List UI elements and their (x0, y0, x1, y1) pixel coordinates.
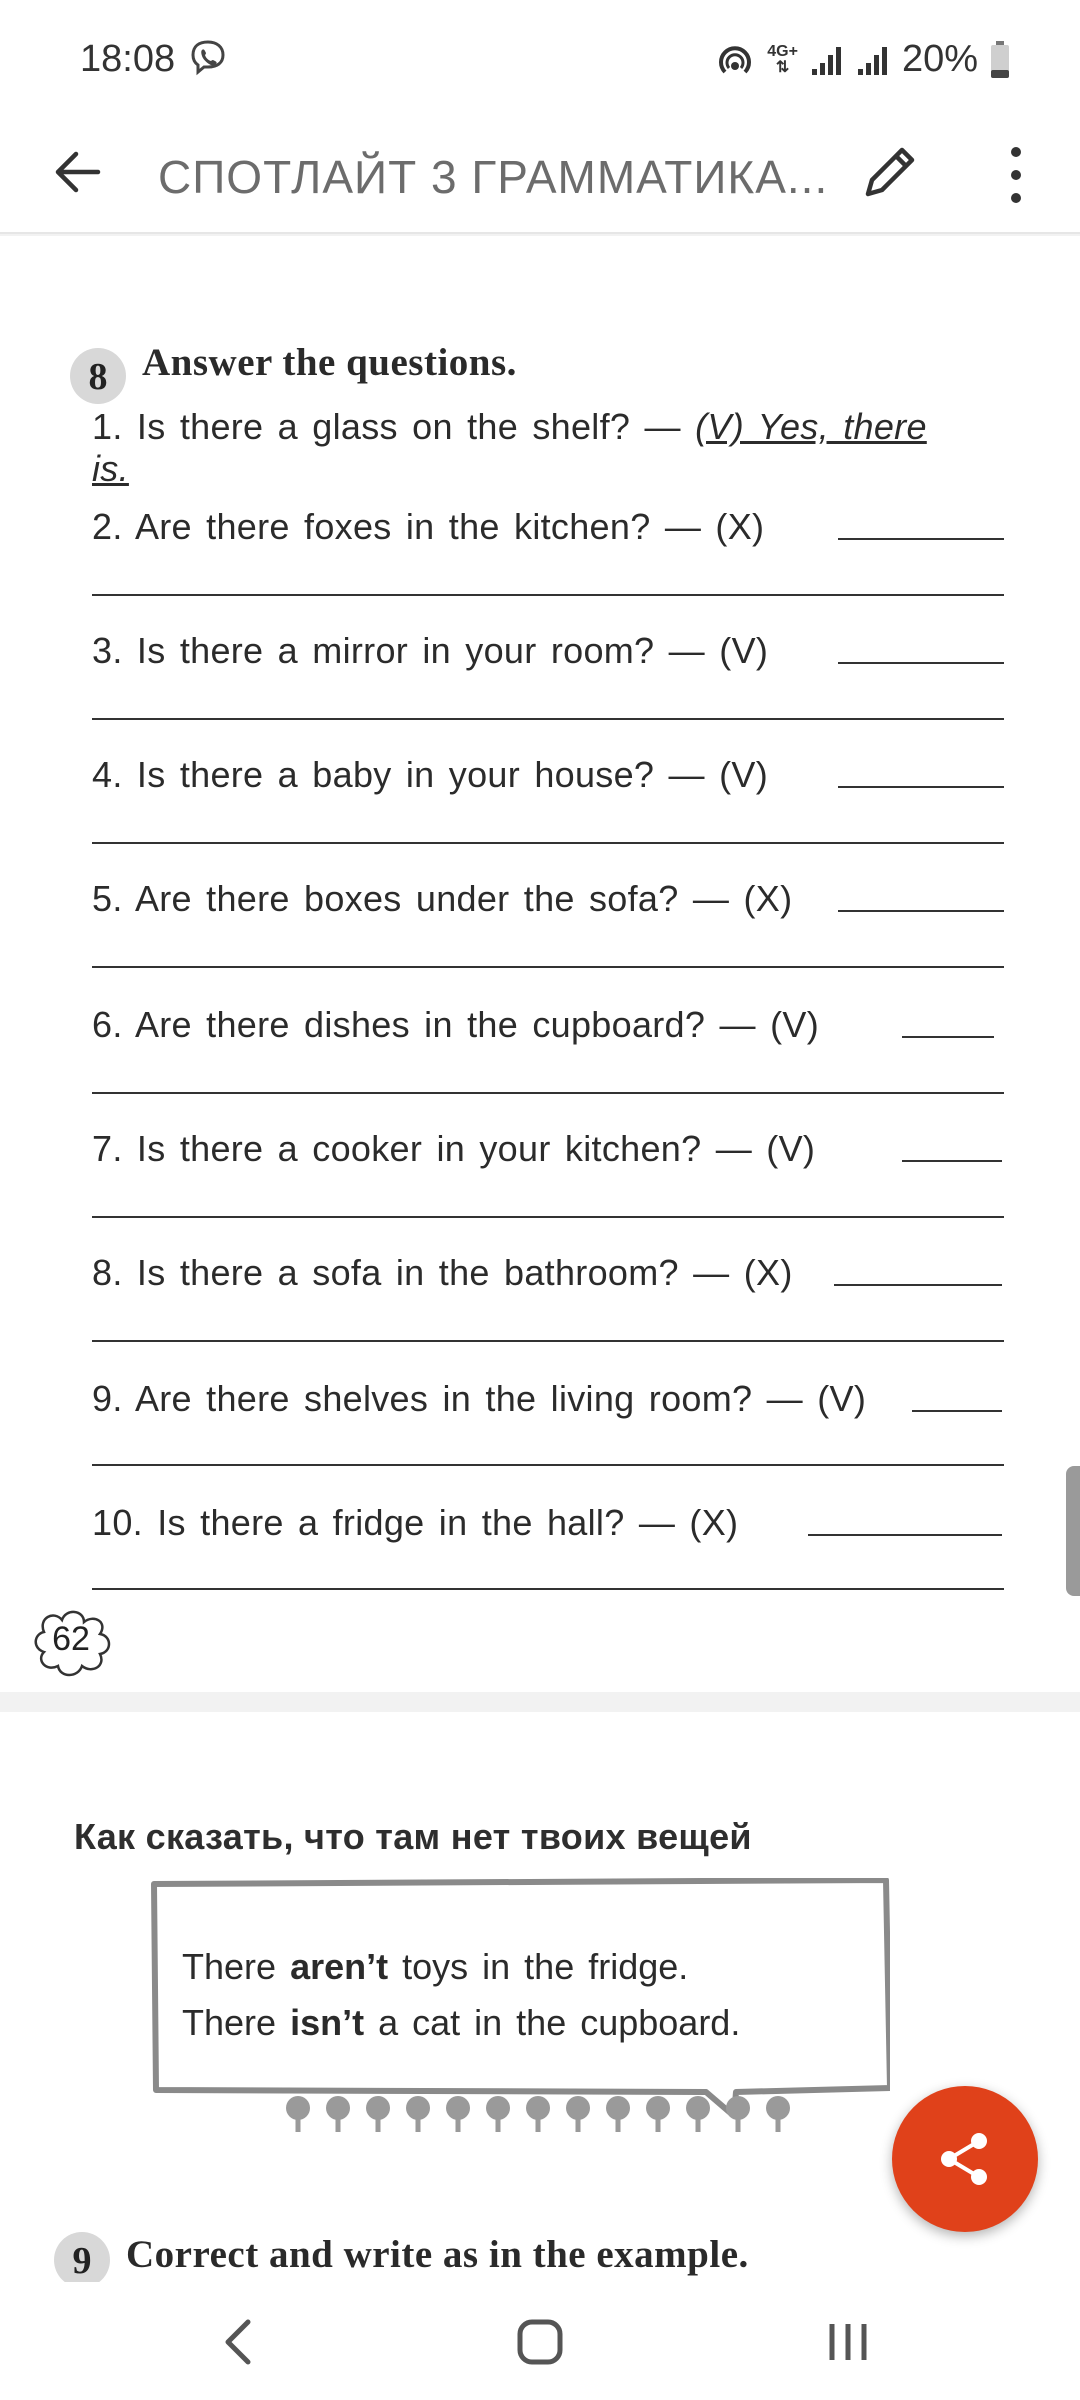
rule-sentence-1 (182, 1946, 688, 1988)
question-3: 3. Is there a mirror in your room? — (V) (92, 630, 769, 671)
exercise-9-title: Correct and write as in the example. (126, 2233, 749, 2276)
signal-icon-2 (856, 43, 890, 77)
answer-line[interactable] (92, 1588, 1004, 1590)
rule-2-bold: isn’t (290, 2002, 365, 2043)
answer-line[interactable] (912, 1410, 1002, 1412)
system-nav-bar (0, 2282, 1080, 2400)
more-options-icon[interactable] (1004, 142, 1028, 208)
battery-icon (990, 41, 1010, 79)
rule-2-part-a: There (182, 2002, 277, 2043)
page-number: 62 (52, 1620, 90, 1658)
question-8: 8. Is there a sofa in the bathroom? — (X) (92, 1252, 793, 1293)
document-page-62 (0, 236, 1080, 1692)
question-5: 5. Are there boxes under the sofa? — (X) (92, 878, 793, 919)
answer-line[interactable] (92, 1092, 1004, 1094)
answer-line[interactable] (92, 1464, 1004, 1466)
answer-line[interactable] (838, 662, 1004, 664)
question-9: 9. Are there shelves in the living room? — (V) (92, 1378, 867, 1419)
answer-line[interactable] (92, 594, 1004, 596)
exercise-number: 8 (70, 348, 126, 404)
exercise-9-number: 9 (54, 2232, 110, 2288)
nav-back-icon[interactable] (210, 2312, 270, 2372)
question-6: 6. Are there dishes in the cupboard? — (V) (92, 1004, 819, 1045)
hotspot-icon (715, 40, 755, 80)
share-button[interactable] (892, 2086, 1038, 2232)
question-1-answer: (V) Yes, there (695, 406, 927, 447)
section-heading: Как сказать, что там нет твоих вещей (74, 1816, 752, 1857)
question-7: 7. Is there a cooker in your kitchen? — (V) (92, 1128, 816, 1169)
network-type-icon: 4G+ ⇅ (767, 42, 798, 76)
status-bar (0, 0, 1080, 120)
answer-line[interactable] (838, 786, 1004, 788)
scroll-handle[interactable] (1066, 1466, 1080, 1596)
answer-line[interactable] (92, 718, 1004, 720)
answer-line[interactable] (902, 1160, 1002, 1162)
nav-recents-icon[interactable] (818, 2312, 878, 2372)
answer-line[interactable] (838, 538, 1004, 540)
status-time: 18:08 (80, 38, 176, 80)
question-1-answer-cont: is. (92, 448, 129, 489)
rule-1-bold: aren’t (290, 1946, 389, 1987)
answer-line[interactable] (834, 1284, 1002, 1286)
question-1-text: 1. Is there a glass on the shelf? — (92, 406, 681, 447)
rule-box-frame (150, 1878, 890, 2116)
network-type-label: 4G+ (767, 42, 798, 60)
answer-line[interactable] (92, 1340, 1004, 1342)
rule-1-part-a: There (182, 1946, 277, 1987)
question-1 (92, 406, 927, 448)
answer-line[interactable] (838, 910, 1004, 912)
rule-1-part-c: toys in the fridge. (402, 1946, 689, 1987)
edit-pencil-icon[interactable] (858, 138, 924, 204)
answer-line[interactable] (902, 1036, 994, 1038)
rule-sentence-2 (182, 2002, 740, 2044)
decorative-pins-icon (282, 2092, 802, 2136)
answer-line[interactable] (808, 1534, 1002, 1536)
rule-2-part-c: a cat in the cupboard. (378, 2002, 741, 2043)
answer-line[interactable] (92, 842, 1004, 844)
viber-icon (188, 38, 228, 78)
exercise-title: Answer the questions. (142, 341, 517, 384)
question-4: 4. Is there a baby in your house? — (V) (92, 754, 769, 795)
app-bar (0, 120, 1080, 234)
share-icon (935, 2129, 995, 2189)
question-2: 2. Are there foxes in the kitchen? — (X) (92, 506, 765, 547)
status-icons (715, 38, 1010, 81)
signal-icon (810, 43, 844, 77)
battery-percent: 20% (901, 38, 978, 80)
answer-line[interactable] (92, 966, 1004, 968)
nav-home-icon[interactable] (510, 2312, 570, 2372)
question-10: 10. Is there a fridge in the hall? — (X) (92, 1502, 739, 1543)
document-title: СПОТЛАЙТ 3 ГРАММАТИКА... (158, 151, 829, 203)
answer-line[interactable] (92, 1216, 1004, 1218)
back-arrow-icon[interactable] (48, 142, 108, 202)
